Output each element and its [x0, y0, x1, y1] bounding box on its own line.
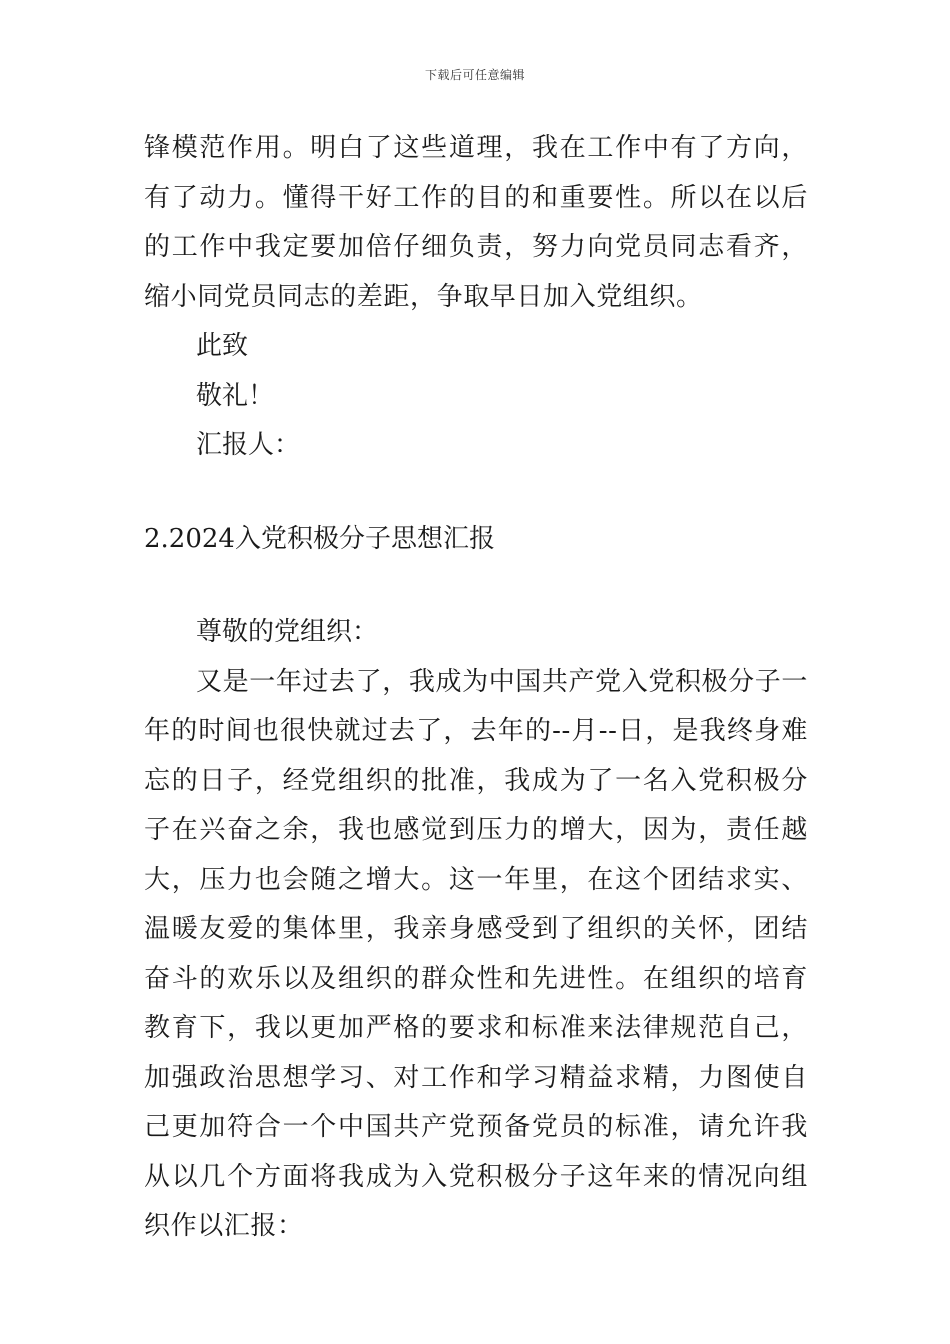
- document-body: [144, 124, 808, 1252]
- section-spacer: [144, 471, 808, 515]
- greeting-spacer: [144, 564, 808, 608]
- page-header: 下载后可任意编辑: [424, 68, 525, 82]
- closing-salutation: 此致: [196, 331, 249, 361]
- closing-regards: 敬礼！: [196, 380, 275, 411]
- intro-paragraph: 锋模范作用。明白了这些道理，我在工作中有了方向，有了动力。懂得干好工作的目的和重要性。所以在以后的工作中我定要加倍仔细负责，努力向党员同志看齐，缩小同党员同志的差距，争取早日加入党组织。: [144, 133, 808, 312]
- reporter-signature: 汇报人：: [196, 430, 301, 460]
- greeting: 尊敬的党组织：: [196, 617, 379, 647]
- body-paragraph: 又是一年过去了，我成为中国共产党入党积极分子一年的时间也很快就过去了，去年的--月--日，是我终身难忘的日子，经党组织的批准，我成为了一名入党积极分子在兴奋之余，我也感觉到压力的增大，因为，责任越大，压力也会随之增大。这一年里，在这个团结求实、温暖友爱的集体里，我亲身感受到了组织的关怀，团结奋斗的欢乐以及组织的群众性和先进性。在组织的培育教育下，我以更加严格的要求和标准来法律规范自己，加强政治思想学习、对工作和学习精益求精，力图使自己更加符合一个中国共产党预备党员的标准，请允许我从以几个方面将我成为入党积极分子这年来的情况向组织作以汇报：: [144, 666, 808, 1241]
- section-title: 2.2024入党积极分子思想汇报: [144, 523, 495, 554]
